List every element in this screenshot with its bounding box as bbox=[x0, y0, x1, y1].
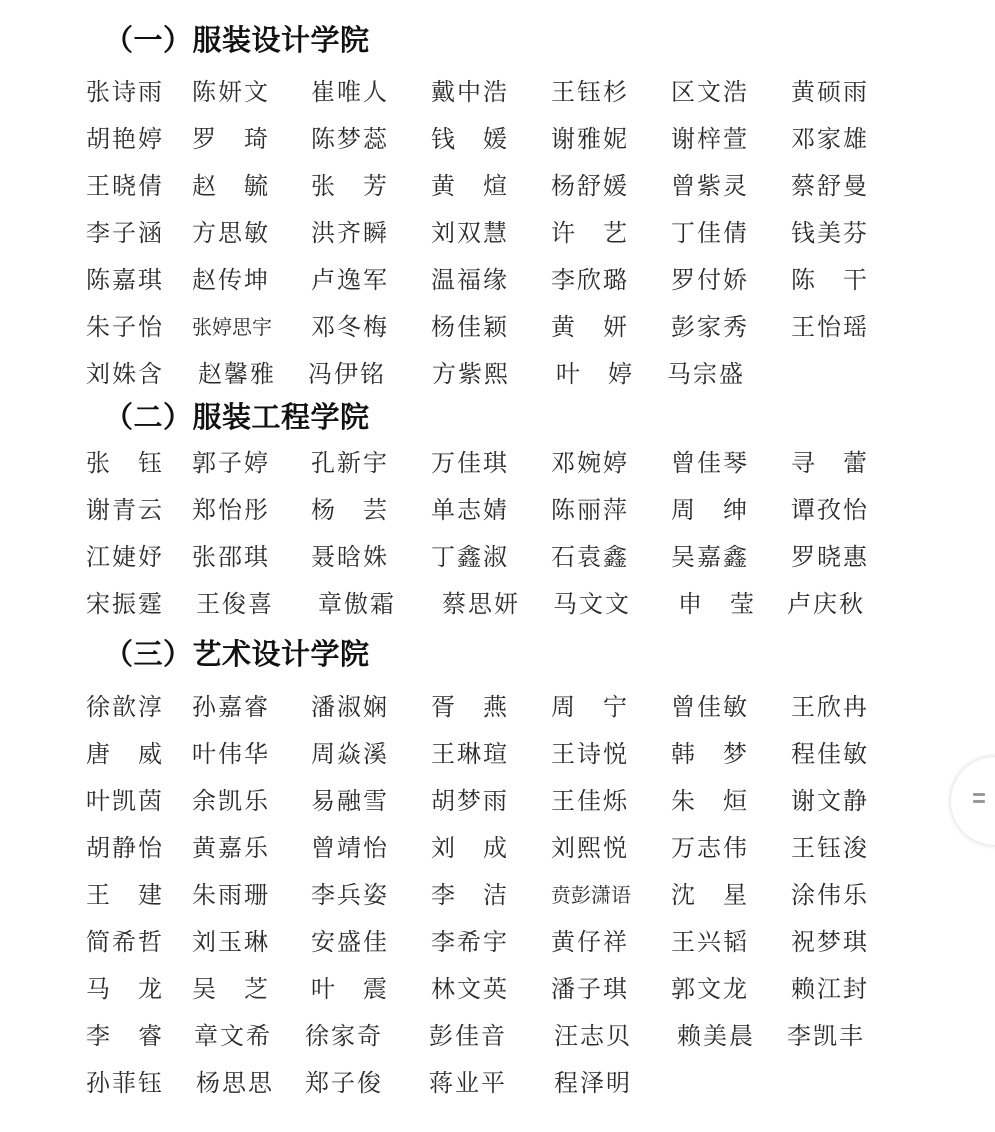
student-name: 周 绅 bbox=[671, 496, 749, 524]
student-name: 曾紫灵 bbox=[671, 172, 749, 200]
student-name: 朱 烜 bbox=[671, 787, 749, 815]
drag-handle-icon bbox=[973, 793, 985, 807]
student-name: 徐歆淳 bbox=[86, 693, 164, 721]
student-name: 胡梦雨 bbox=[431, 787, 509, 815]
student-name: 万志伟 bbox=[671, 834, 749, 862]
name-row bbox=[0, 163, 900, 210]
student-name: 陈梦蕊 bbox=[311, 125, 389, 153]
student-name: 张 芳 bbox=[311, 172, 389, 200]
name-row bbox=[0, 116, 900, 163]
student-name: 王兴韬 bbox=[671, 928, 749, 956]
student-name: 马宗盛 bbox=[667, 360, 745, 388]
student-name: 方紫熙 bbox=[432, 360, 510, 388]
student-name: 陈嘉琪 bbox=[86, 266, 164, 294]
student-name: 李 洁 bbox=[431, 881, 509, 909]
student-name: 叶 婷 bbox=[556, 360, 634, 388]
student-name: 谢青云 bbox=[86, 496, 164, 524]
student-name: 孔新宇 bbox=[311, 449, 389, 477]
student-name: 陈 干 bbox=[791, 266, 869, 294]
student-name: 罗付娇 bbox=[671, 266, 749, 294]
student-name: 李 睿 bbox=[86, 1022, 164, 1050]
student-name: 汪志贝 bbox=[554, 1022, 632, 1050]
student-name: 黄 妍 bbox=[551, 313, 629, 341]
student-name: 杨 芸 bbox=[311, 496, 389, 524]
student-name: 丁佳倩 bbox=[671, 219, 749, 247]
student-name: 赖江封 bbox=[791, 975, 869, 1003]
student-name: 王怡瑶 bbox=[791, 313, 869, 341]
student-name: 区文浩 bbox=[671, 78, 749, 106]
name-row bbox=[0, 351, 900, 398]
name-row bbox=[0, 534, 900, 581]
student-name: 崔唯人 bbox=[311, 78, 389, 106]
student-name: 卢庆秋 bbox=[787, 590, 865, 618]
student-name: 李凯丰 bbox=[787, 1022, 865, 1050]
student-name: 卢逸军 bbox=[311, 266, 389, 294]
student-name: 胡艳婷 bbox=[86, 125, 164, 153]
student-name: 贲彭潇语 bbox=[551, 883, 631, 907]
name-grid-art-design bbox=[0, 684, 900, 1107]
student-name: 石袁鑫 bbox=[551, 543, 629, 571]
student-name: 王钰杉 bbox=[551, 78, 629, 106]
student-name: 曾佳琴 bbox=[671, 449, 749, 477]
student-name: 王琳瑄 bbox=[431, 740, 509, 768]
student-name: 张邵琪 bbox=[192, 543, 270, 571]
student-name: 黄嘉乐 bbox=[192, 834, 270, 862]
student-name: 安盛佳 bbox=[311, 928, 389, 956]
student-name: 郭子婷 bbox=[192, 449, 270, 477]
student-name: 朱雨珊 bbox=[192, 881, 270, 909]
name-grid-fashion-design bbox=[0, 69, 900, 398]
student-name: 赵馨雅 bbox=[198, 360, 276, 388]
student-name: 潘淑娴 bbox=[311, 693, 389, 721]
student-name: 杨佳颖 bbox=[431, 313, 509, 341]
student-name: 周焱溪 bbox=[311, 740, 389, 768]
student-name: 万佳琪 bbox=[431, 449, 509, 477]
student-name: 王欣冉 bbox=[791, 693, 869, 721]
student-name: 胥 燕 bbox=[431, 693, 509, 721]
student-name: 曾靖怡 bbox=[311, 834, 389, 862]
student-name: 李欣璐 bbox=[551, 266, 629, 294]
student-name: 许 艺 bbox=[551, 219, 629, 247]
section-title-fashion-engineering: （二）服装工程学院 bbox=[104, 400, 370, 434]
student-name: 易融雪 bbox=[311, 787, 389, 815]
name-row bbox=[0, 1013, 900, 1060]
student-name: 刘玉琳 bbox=[192, 928, 270, 956]
student-name: 朱子怡 bbox=[86, 313, 164, 341]
student-name: 刘姝含 bbox=[86, 360, 164, 388]
name-row bbox=[0, 731, 900, 778]
student-name: 杨思思 bbox=[196, 1069, 274, 1097]
name-row bbox=[0, 825, 900, 872]
student-name: 王钰浚 bbox=[791, 834, 869, 862]
student-name: 蒋业平 bbox=[429, 1069, 507, 1097]
student-name: 简希哲 bbox=[86, 928, 164, 956]
student-name: 张诗雨 bbox=[86, 78, 164, 106]
name-row bbox=[0, 210, 900, 257]
student-name: 韩 梦 bbox=[671, 740, 749, 768]
student-name: 谢文静 bbox=[791, 787, 869, 815]
student-name: 王诗悦 bbox=[551, 740, 629, 768]
student-name: 戴中浩 bbox=[431, 78, 509, 106]
student-name: 潘子琪 bbox=[551, 975, 629, 1003]
name-row bbox=[0, 487, 900, 534]
student-name: 谢雅妮 bbox=[551, 125, 629, 153]
student-name: 刘双慧 bbox=[431, 219, 509, 247]
student-name: 叶 震 bbox=[311, 975, 389, 1003]
student-name: 胡静怡 bbox=[86, 834, 164, 862]
name-row bbox=[0, 440, 900, 487]
student-name: 林文英 bbox=[431, 975, 509, 1003]
name-row bbox=[0, 778, 900, 825]
name-row bbox=[0, 684, 900, 731]
student-name: 刘熙悦 bbox=[551, 834, 629, 862]
student-name: 余凯乐 bbox=[192, 787, 270, 815]
student-name: 罗晓惠 bbox=[791, 543, 869, 571]
student-name: 祝梦琪 bbox=[791, 928, 869, 956]
student-name: 涂伟乐 bbox=[791, 881, 869, 909]
student-name: 程佳敏 bbox=[791, 740, 869, 768]
student-name: 洪齐瞬 bbox=[311, 219, 389, 247]
name-row bbox=[0, 872, 900, 919]
name-row bbox=[0, 581, 900, 628]
student-name: 丁鑫淑 bbox=[431, 543, 509, 571]
student-name: 周 宁 bbox=[551, 693, 629, 721]
student-name: 冯伊铭 bbox=[308, 360, 386, 388]
student-name: 程泽明 bbox=[554, 1069, 632, 1097]
student-name: 邓家雄 bbox=[791, 125, 869, 153]
student-name: 李希宇 bbox=[431, 928, 509, 956]
student-name: 沈 星 bbox=[671, 881, 749, 909]
student-name: 谭孜怡 bbox=[791, 496, 869, 524]
student-name: 蔡思妍 bbox=[442, 590, 520, 618]
section-title-fashion-design: （一）服装设计学院 bbox=[104, 23, 370, 57]
student-name: 唐 威 bbox=[86, 740, 164, 768]
student-name: 郭文龙 bbox=[671, 975, 749, 1003]
student-name: 王晓倩 bbox=[86, 172, 164, 200]
name-row bbox=[0, 257, 900, 304]
student-name: 黄硕雨 bbox=[791, 78, 869, 106]
student-name: 徐家奇 bbox=[305, 1022, 383, 1050]
student-name: 孙菲钰 bbox=[86, 1069, 164, 1097]
student-name: 谢梓萱 bbox=[671, 125, 749, 153]
name-row bbox=[0, 69, 900, 116]
student-name: 江婕妤 bbox=[86, 543, 164, 571]
name-row bbox=[0, 304, 900, 351]
student-name: 郑子俊 bbox=[305, 1069, 383, 1097]
student-name: 方思敏 bbox=[192, 219, 270, 247]
student-name: 赵 毓 bbox=[192, 172, 270, 200]
student-name: 罗 琦 bbox=[192, 125, 270, 153]
student-name: 寻 蕾 bbox=[791, 449, 869, 477]
student-name: 黄 煊 bbox=[431, 172, 509, 200]
student-name: 王佳烁 bbox=[551, 787, 629, 815]
student-name: 钱美芬 bbox=[791, 219, 869, 247]
section-title-art-design: （三）艺术设计学院 bbox=[104, 637, 370, 671]
student-name: 蔡舒曼 bbox=[791, 172, 869, 200]
floating-side-handle[interactable] bbox=[951, 757, 995, 845]
student-name: 马文文 bbox=[553, 590, 631, 618]
student-name: 章傲霜 bbox=[318, 590, 396, 618]
student-name: 王 建 bbox=[86, 881, 164, 909]
name-row bbox=[0, 919, 900, 966]
student-name: 赵传坤 bbox=[192, 266, 270, 294]
student-name: 单志婧 bbox=[431, 496, 509, 524]
student-name: 彭家秀 bbox=[671, 313, 749, 341]
student-name: 李子涵 bbox=[86, 219, 164, 247]
student-name: 邓婉婷 bbox=[551, 449, 629, 477]
student-name: 钱 媛 bbox=[431, 125, 509, 153]
student-name: 吴 芝 bbox=[192, 975, 270, 1003]
student-name: 李兵姿 bbox=[311, 881, 389, 909]
student-name: 叶伟华 bbox=[192, 740, 270, 768]
student-name: 黄仔祥 bbox=[551, 928, 629, 956]
student-name: 曾佳敏 bbox=[671, 693, 749, 721]
student-name: 赖美晨 bbox=[677, 1022, 755, 1050]
student-name: 陈丽萍 bbox=[551, 496, 629, 524]
student-name: 温福缘 bbox=[431, 266, 509, 294]
student-name: 王俊喜 bbox=[196, 590, 274, 618]
student-name: 章文希 bbox=[194, 1022, 272, 1050]
name-row bbox=[0, 1060, 900, 1107]
student-name: 杨舒媛 bbox=[551, 172, 629, 200]
student-name: 叶凯茵 bbox=[86, 787, 164, 815]
student-name: 聂晗姝 bbox=[311, 543, 389, 571]
student-name: 申 莹 bbox=[678, 590, 756, 618]
student-name: 吴嘉鑫 bbox=[671, 543, 749, 571]
student-name: 彭佳音 bbox=[429, 1022, 507, 1050]
student-name: 张婷思宇 bbox=[192, 315, 272, 339]
student-name: 宋振霆 bbox=[86, 590, 164, 618]
student-name: 刘 成 bbox=[431, 834, 509, 862]
student-name: 邓冬梅 bbox=[311, 313, 389, 341]
name-row bbox=[0, 966, 900, 1013]
student-name: 马 龙 bbox=[86, 975, 164, 1003]
student-name: 陈妍文 bbox=[192, 78, 270, 106]
student-name: 张 钰 bbox=[86, 449, 164, 477]
student-name: 孙嘉睿 bbox=[192, 693, 270, 721]
name-grid-fashion-engineering bbox=[0, 440, 900, 628]
student-name: 郑怡彤 bbox=[192, 496, 270, 524]
